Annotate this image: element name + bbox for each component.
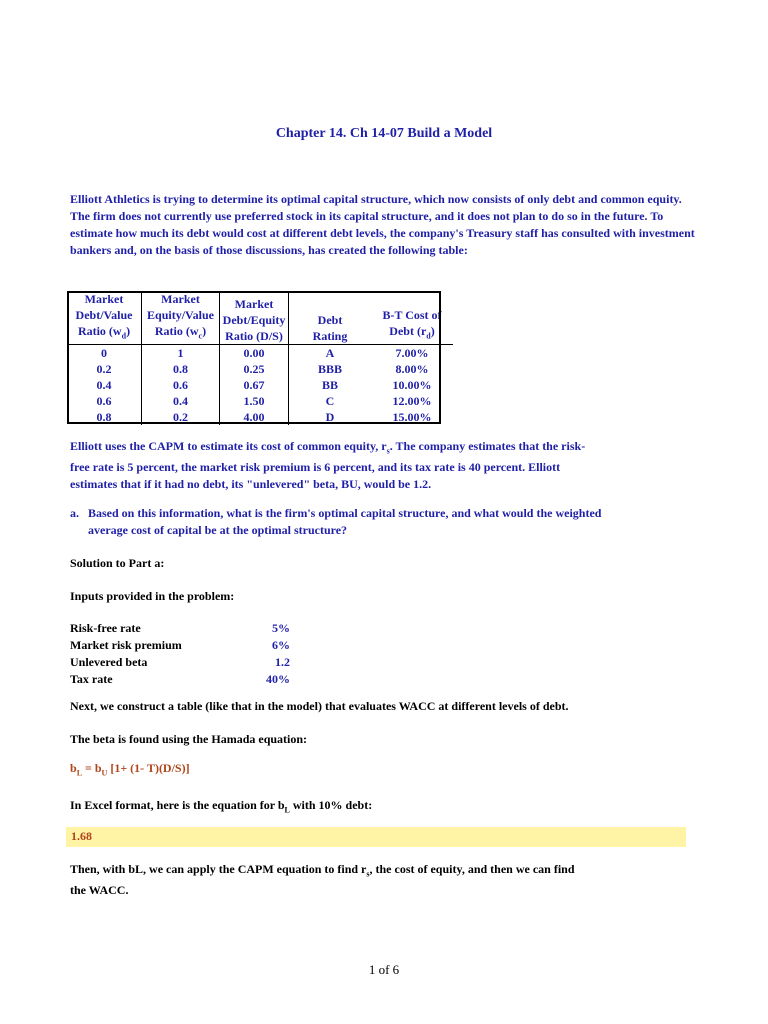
highlighted-result-cell (66, 827, 686, 847)
highlighted-value: 1.68 (71, 829, 92, 843)
col-header-cost-of-debt: B-T Cost of Debt $(r_d)$ (371, 291, 453, 345)
input-row-risk-free: Risk-free rate 5% (70, 621, 290, 635)
table-row: 0 1 0.00 A 7.00% (67, 345, 453, 362)
page-number: 1 of 6 (368, 962, 400, 977)
intro-paragraph: Elliott Athletics is trying to determine its optimal capital structure, which now consists of only debt and common equity. The firm does not currently use preferred stock in its capital structure, and it does not plan to do so in the future. To estimate how much its debt would cost at different debt levels, the company's Treasury staff has consulted with investment bankers and, on the basis of those discussions, has created the following table: (70, 192, 695, 257)
hamada-equation: $b_L = b_U$ [1+ (1- T)(D/S)] (70, 761, 190, 778)
capm-paragraph: Elliott uses the CAPM to estimate its cost of common equity, $r_s$. The company estimates that the risk-free rate is 5 percent, the market risk premium is 6 percent, and its tax rate is 40 percent. Elliott estimates that if it had no debt, its "unlevered" beta, BU, would be 1.2. (70, 439, 586, 492)
input-row-unlevered-beta: Unlevered beta 1.2 (70, 655, 290, 669)
next-paragraph: Next, we construct a table (like that in the model) that evaluates WACC at different levels of debt. (70, 699, 569, 713)
table-row: 0.4 0.6 0.67 BB 10.00% (67, 377, 453, 393)
col-header-debt-equity: Market Debt/Equity Ratio (D/S) (220, 291, 289, 345)
input-row-market-risk: Market risk premium 6% (70, 638, 290, 652)
hamada-intro: The beta is found using the Hamada equation: (70, 732, 308, 746)
table-header-row (67, 291, 453, 345)
col-header-equity-value: Market Equity/Value Ratio $(w_c)$ (142, 291, 220, 345)
table-row: 0.2 0.8 0.25 BBB 8.00% (67, 361, 453, 377)
inputs-list (70, 620, 290, 688)
solution-label: Solution to Part a: (70, 556, 165, 570)
table-row: 0.8 0.2 4.00 D 15.00% (67, 409, 453, 425)
inputs-label: Inputs provided in the problem: (70, 589, 235, 603)
page-title: Chapter 14. Ch 14-07 Build a Model (275, 126, 493, 141)
debt-cost-table (67, 291, 453, 425)
col-header-debt-rating: Debt Rating (289, 291, 372, 345)
question-a: a. Based on this information, what is the firm's optimal capital structure, and what would the weighted average cost of capital be at the optimal structure? (70, 506, 602, 537)
input-row-tax-rate: Tax rate 40% (70, 672, 290, 686)
col-header-debt-value: Market Debt/Value Ratio $(w_d)$ (67, 291, 142, 345)
excel-paragraph: In Excel format, here is the equation for $b_L$ with 10% debt: (70, 798, 373, 815)
then-paragraph: Then, with bL, we can apply the CAPM equation to find $r_s$, the cost of equity, and then we can find the WACC. (70, 862, 575, 898)
table-row: 0.6 0.4 1.50 C 12.00% (67, 393, 453, 409)
